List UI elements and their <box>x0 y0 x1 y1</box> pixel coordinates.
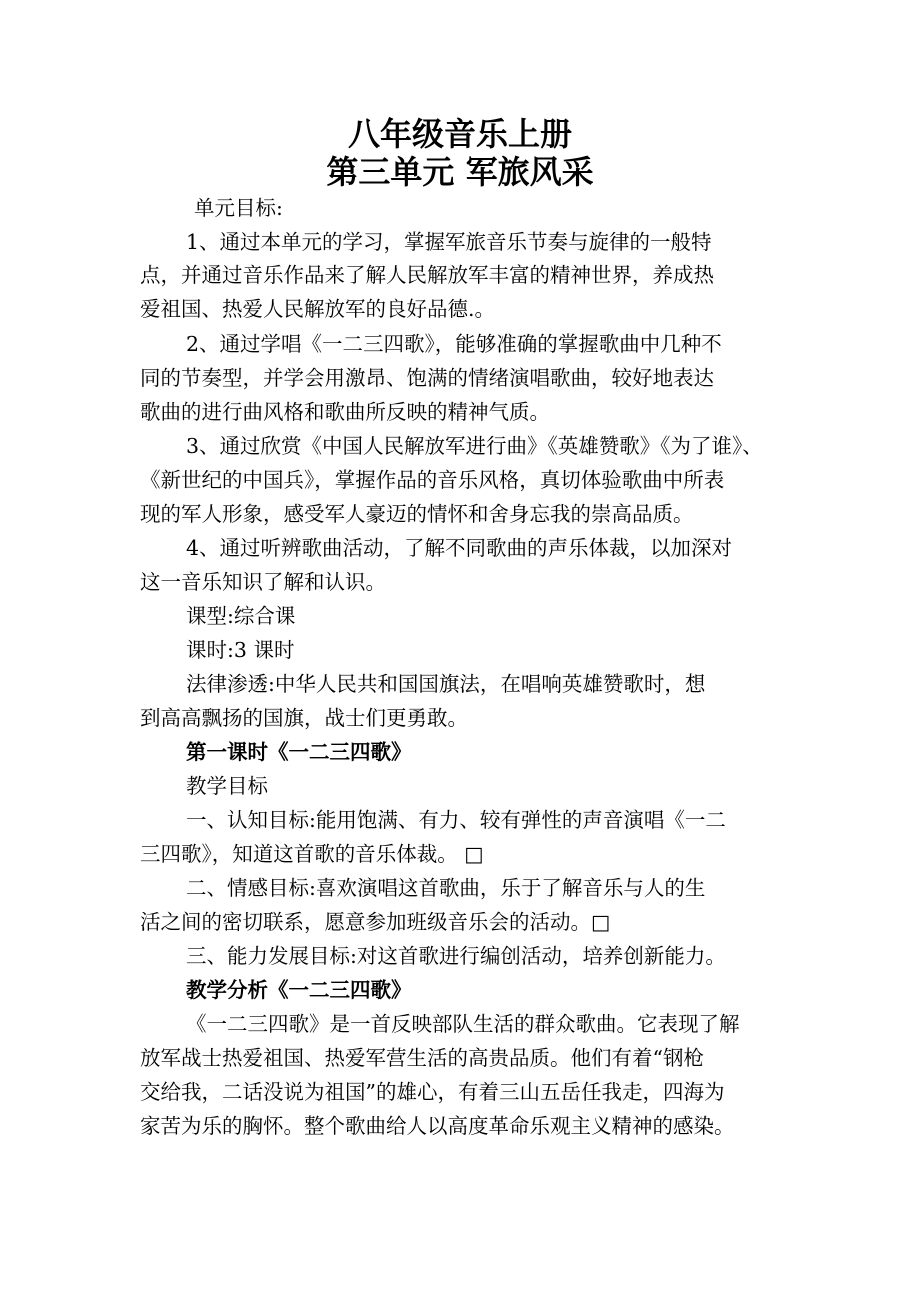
section-heading: 第一课时《一二三四歌》 <box>186 740 412 764</box>
unit-goals-heading: 单元目标: <box>194 196 283 220</box>
paragraph-line: 二、情感目标:喜欢演唱这首歌曲，乐于了解音乐与人的生 <box>186 876 706 900</box>
paragraph-line: 三四歌》，知道这首歌的音乐体裁。 □ <box>140 842 484 866</box>
unit-title: 第三单元 军旅风采 <box>326 153 594 191</box>
paragraph-line: 爱祖国、热爱人民解放军的良好品德.。 <box>140 297 496 321</box>
section-heading: 教学分析《一二三四歌》 <box>186 978 412 1002</box>
paragraph-line: 《新世纪的中国兵》，掌握作品的音乐风格，真切体验歌曲中所表 <box>140 468 725 492</box>
paragraph-line: 活之间的密切联系，愿意参加班级音乐会的活动。□ <box>140 910 611 934</box>
paragraph-line: 3、通过欣赏《中国人民解放军进行曲》《英雄赞歌》《为了谁》、 <box>186 434 763 458</box>
paragraph-line: 4、通过听辨歌曲活动，了解不同歌曲的声乐体裁，以加深对 <box>186 536 733 560</box>
document-title: 八年级音乐上册 <box>347 115 572 153</box>
paragraph-line: 2、通过学唱《一二三四歌》，能够准确的掌握歌曲中几种不 <box>186 332 722 356</box>
paragraph-line: 法律渗透:中华人民共和国国旗法，在唱响英雄赞歌时，想 <box>186 672 706 696</box>
paragraph-line: 这一音乐知识了解和认识。 <box>140 570 386 594</box>
paragraph-line: 点，并通过音乐作品来了解人民解放军丰富的精神世界，养成热 <box>140 263 714 287</box>
paragraph-line: 1、通过本单元的学习，掌握军旅音乐节奏与旋律的一般特 <box>186 230 712 254</box>
paragraph-line: 现的军人形象，感受军人豪迈的情怀和舍身忘我的崇高品质。 <box>140 502 694 526</box>
paragraph-line: 放军战士热爱祖国、热爱军营生活的高贵品质。他们有着“钢枪 <box>140 1046 704 1070</box>
paragraph-line: 三、能力发展目标:对这首歌进行编创活动，培养创新能力。 <box>186 944 726 968</box>
paragraph-line: 《一二三四歌》是一首反映部队生活的群众歌曲。它表现了解 <box>186 1012 740 1036</box>
teaching-goals-heading: 教学目标 <box>186 774 268 798</box>
lesson-hours: 课时:3 课时 <box>186 638 295 662</box>
paragraph-line: 歌曲的进行曲风格和歌曲所反映的精神气质。 <box>140 400 550 424</box>
paragraph-line: 家苦为乐的胸怀。整个歌曲给人以高度革命乐观主义精神的感染。 <box>140 1114 735 1138</box>
paragraph-line: 一、认知目标:能用饱满、有力、较有弹性的声音演唱《一二 <box>186 808 726 832</box>
paragraph-line: 到高高飘扬的国旗，战士们更勇敢。 <box>140 706 468 730</box>
paragraph-line: 交给我，二话没说为祖国”的雄心，有着三山五岳任我走，四海为 <box>140 1080 725 1104</box>
paragraph-line: 同的节奏型，并学会用激昂、饱满的情绪演唱歌曲，较好地表达 <box>140 366 714 390</box>
lesson-type: 课型:综合课 <box>186 604 296 628</box>
